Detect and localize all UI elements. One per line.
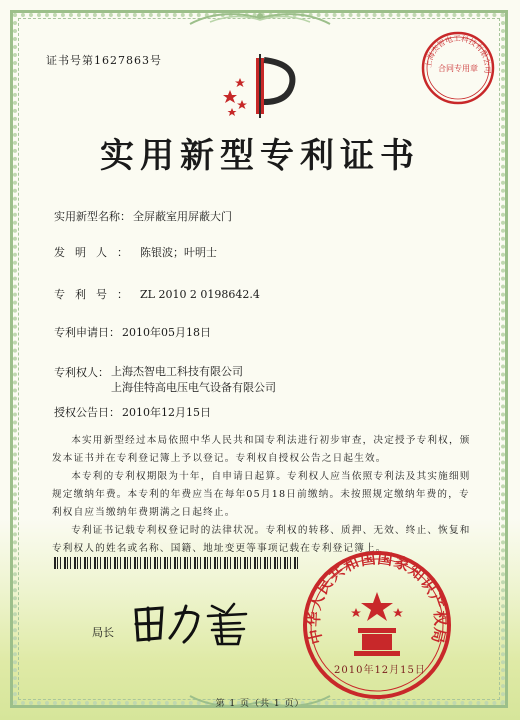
barcode-bar xyxy=(134,557,136,569)
barcode-bar xyxy=(267,557,268,569)
barcode-bar xyxy=(280,557,281,569)
barcode-bar xyxy=(87,557,88,569)
barcode-bar xyxy=(150,557,151,569)
barcode-bar xyxy=(67,557,68,569)
announcement-date-label: 授权公告日： xyxy=(54,406,120,419)
barcode-bar xyxy=(164,557,166,569)
patentee xyxy=(54,364,276,396)
barcode-bar xyxy=(140,557,141,569)
barcode-bar xyxy=(284,557,286,569)
utility-model-name-label: 实用新型名称： xyxy=(54,210,131,223)
barcode-bar xyxy=(70,557,71,569)
barcode-bar xyxy=(204,557,206,569)
barcode-bar xyxy=(84,557,86,569)
barcode-bar xyxy=(180,557,181,569)
company-seal-ring-text: 上海杰智电工科技有限公司 xyxy=(423,33,493,74)
barcode-bar xyxy=(197,557,198,569)
barcode-bar xyxy=(210,557,211,569)
body-paragraph-3: 专利证书记载专利权登记时的法律状况。专利权的转移、质押、无效、终止、恢复和专利权人的姓名或名称、国籍、地址变更等事项记载在专利登记簿上。 xyxy=(52,525,471,554)
barcode-bar xyxy=(124,557,126,569)
announcement-date xyxy=(54,404,211,420)
filing-date-label: 专利申请日： xyxy=(54,326,120,339)
barcode-bar xyxy=(294,557,296,569)
barcode-bar xyxy=(297,557,298,569)
barcode-bar xyxy=(190,557,191,569)
barcode-bar xyxy=(120,557,121,569)
certificate-title: 实用新型专利证书 xyxy=(100,136,420,176)
barcode-bar xyxy=(77,557,78,569)
barcode-bar xyxy=(217,557,218,569)
filing-date-value: 2010年05月18日 xyxy=(122,326,211,339)
announcement-date-value: 2010年12月15日 xyxy=(122,406,211,419)
barcode-bar xyxy=(114,557,116,569)
barcode-bar xyxy=(227,557,228,569)
barcode-bar xyxy=(137,557,138,569)
barcode-bar xyxy=(200,557,201,569)
barcode-bar xyxy=(127,557,128,569)
barcode-bar xyxy=(57,557,58,569)
barcode-bar xyxy=(230,557,231,569)
barcode-bar xyxy=(240,557,241,569)
filing-date xyxy=(54,324,211,340)
barcode-bar xyxy=(64,557,66,569)
barcode-bar xyxy=(144,557,146,569)
barcode-bar xyxy=(234,557,236,569)
barcode-bar xyxy=(214,557,216,569)
company-seal-icon xyxy=(420,30,496,106)
barcode-bar xyxy=(187,557,188,569)
patentee-values xyxy=(111,364,276,396)
barcode-icon xyxy=(54,557,298,569)
barcode-bar xyxy=(177,557,178,569)
barcode-bar xyxy=(90,557,91,569)
certificate-number-value: 1627863 xyxy=(94,54,150,67)
inventor xyxy=(54,244,217,260)
barcode-bar xyxy=(100,557,101,569)
barcode-bar xyxy=(157,557,158,569)
barcode-bar xyxy=(224,557,226,569)
barcode-bar xyxy=(260,557,261,569)
barcode-bar xyxy=(250,557,251,569)
barcode-bar xyxy=(264,557,266,569)
barcode-bar xyxy=(254,557,256,569)
barcode-bar xyxy=(104,557,106,569)
barcode-bar xyxy=(237,557,238,569)
body-paragraph-1: 本实用新型经过本局依照中华人民共和国专利法进行初步审查，决定授予专利权，颁发本证书并在专利登记簿上予以登记。专利权自授权公告之日起生效。 xyxy=(52,435,471,464)
barcode-bar xyxy=(270,557,271,569)
certificate-number xyxy=(46,52,162,68)
barcode-bar xyxy=(74,557,76,569)
national-ip-office-seal-icon xyxy=(300,548,454,702)
barcode-bar xyxy=(247,557,248,569)
barcode-bar xyxy=(94,557,96,569)
patentee-label: 专利权人： xyxy=(54,366,109,379)
barcode-bar xyxy=(174,557,176,569)
barcode-bar xyxy=(257,557,258,569)
barcode-bar xyxy=(54,557,56,569)
barcode-bar xyxy=(244,557,246,569)
director-signature xyxy=(128,596,258,646)
director-label: 局长 xyxy=(92,626,114,639)
patent-number-value: ZL 2010 2 0198642.4 xyxy=(140,288,260,301)
barcode-bar xyxy=(130,557,131,569)
certificate-body-text xyxy=(52,432,472,558)
barcode-bar xyxy=(184,557,186,569)
barcode-bar xyxy=(97,557,98,569)
patentee-value-2: 上海佳特高电压电气设备有限公司 xyxy=(111,381,276,394)
certificate-number-label: 证书号第 xyxy=(46,54,94,67)
barcode-bar xyxy=(107,557,108,569)
utility-model-name xyxy=(54,208,232,224)
barcode-bar xyxy=(207,557,208,569)
patentee-value-1: 上海杰智电工科技有限公司 xyxy=(111,365,243,378)
inventor-label: 发明人： xyxy=(54,246,138,259)
barcode-bar xyxy=(274,557,276,569)
patent-office-logo-icon xyxy=(220,50,304,120)
patent-number xyxy=(54,286,260,302)
barcode-bar xyxy=(170,557,171,569)
barcode-bar xyxy=(220,557,221,569)
barcode-bar xyxy=(290,557,291,569)
utility-model-name-value: 全屏蔽室用屏蔽大门 xyxy=(133,210,232,223)
barcode-bar xyxy=(110,557,111,569)
page-number: 第 1 页（共 1 页） xyxy=(215,699,305,709)
certificate-number-suffix: 号 xyxy=(150,54,162,67)
barcode-bar xyxy=(167,557,168,569)
barcode-bar xyxy=(287,557,288,569)
barcode-bar xyxy=(194,557,196,569)
company-seal-center-text: 合同专用章 xyxy=(438,64,478,73)
inventor-value: 陈银波；叶明士 xyxy=(140,246,217,259)
barcode-bar xyxy=(117,557,118,569)
barcode-bar xyxy=(147,557,148,569)
barcode-bar xyxy=(154,557,156,569)
top-ornament-icon xyxy=(180,6,340,28)
barcode-bar xyxy=(60,557,61,569)
body-paragraph-2: 本专利的专利权期限为十年，自申请日起算。专利权人应当依照专利法及其实施细则规定缴纳年费。本专利的年费应当在每年05月18日前缴纳。未按照规定缴纳年费的，专利权自应当缴纳年费期满之日起终止。 xyxy=(52,471,471,518)
seal-date: 2010年12月15日 xyxy=(334,665,426,676)
seal-ring-text: 中华人民共和国国家知识产权局 xyxy=(304,549,450,646)
patent-number-label: 专利号： xyxy=(54,288,138,301)
barcode-bar xyxy=(277,557,278,569)
barcode-bar xyxy=(80,557,81,569)
barcode-bar xyxy=(160,557,161,569)
